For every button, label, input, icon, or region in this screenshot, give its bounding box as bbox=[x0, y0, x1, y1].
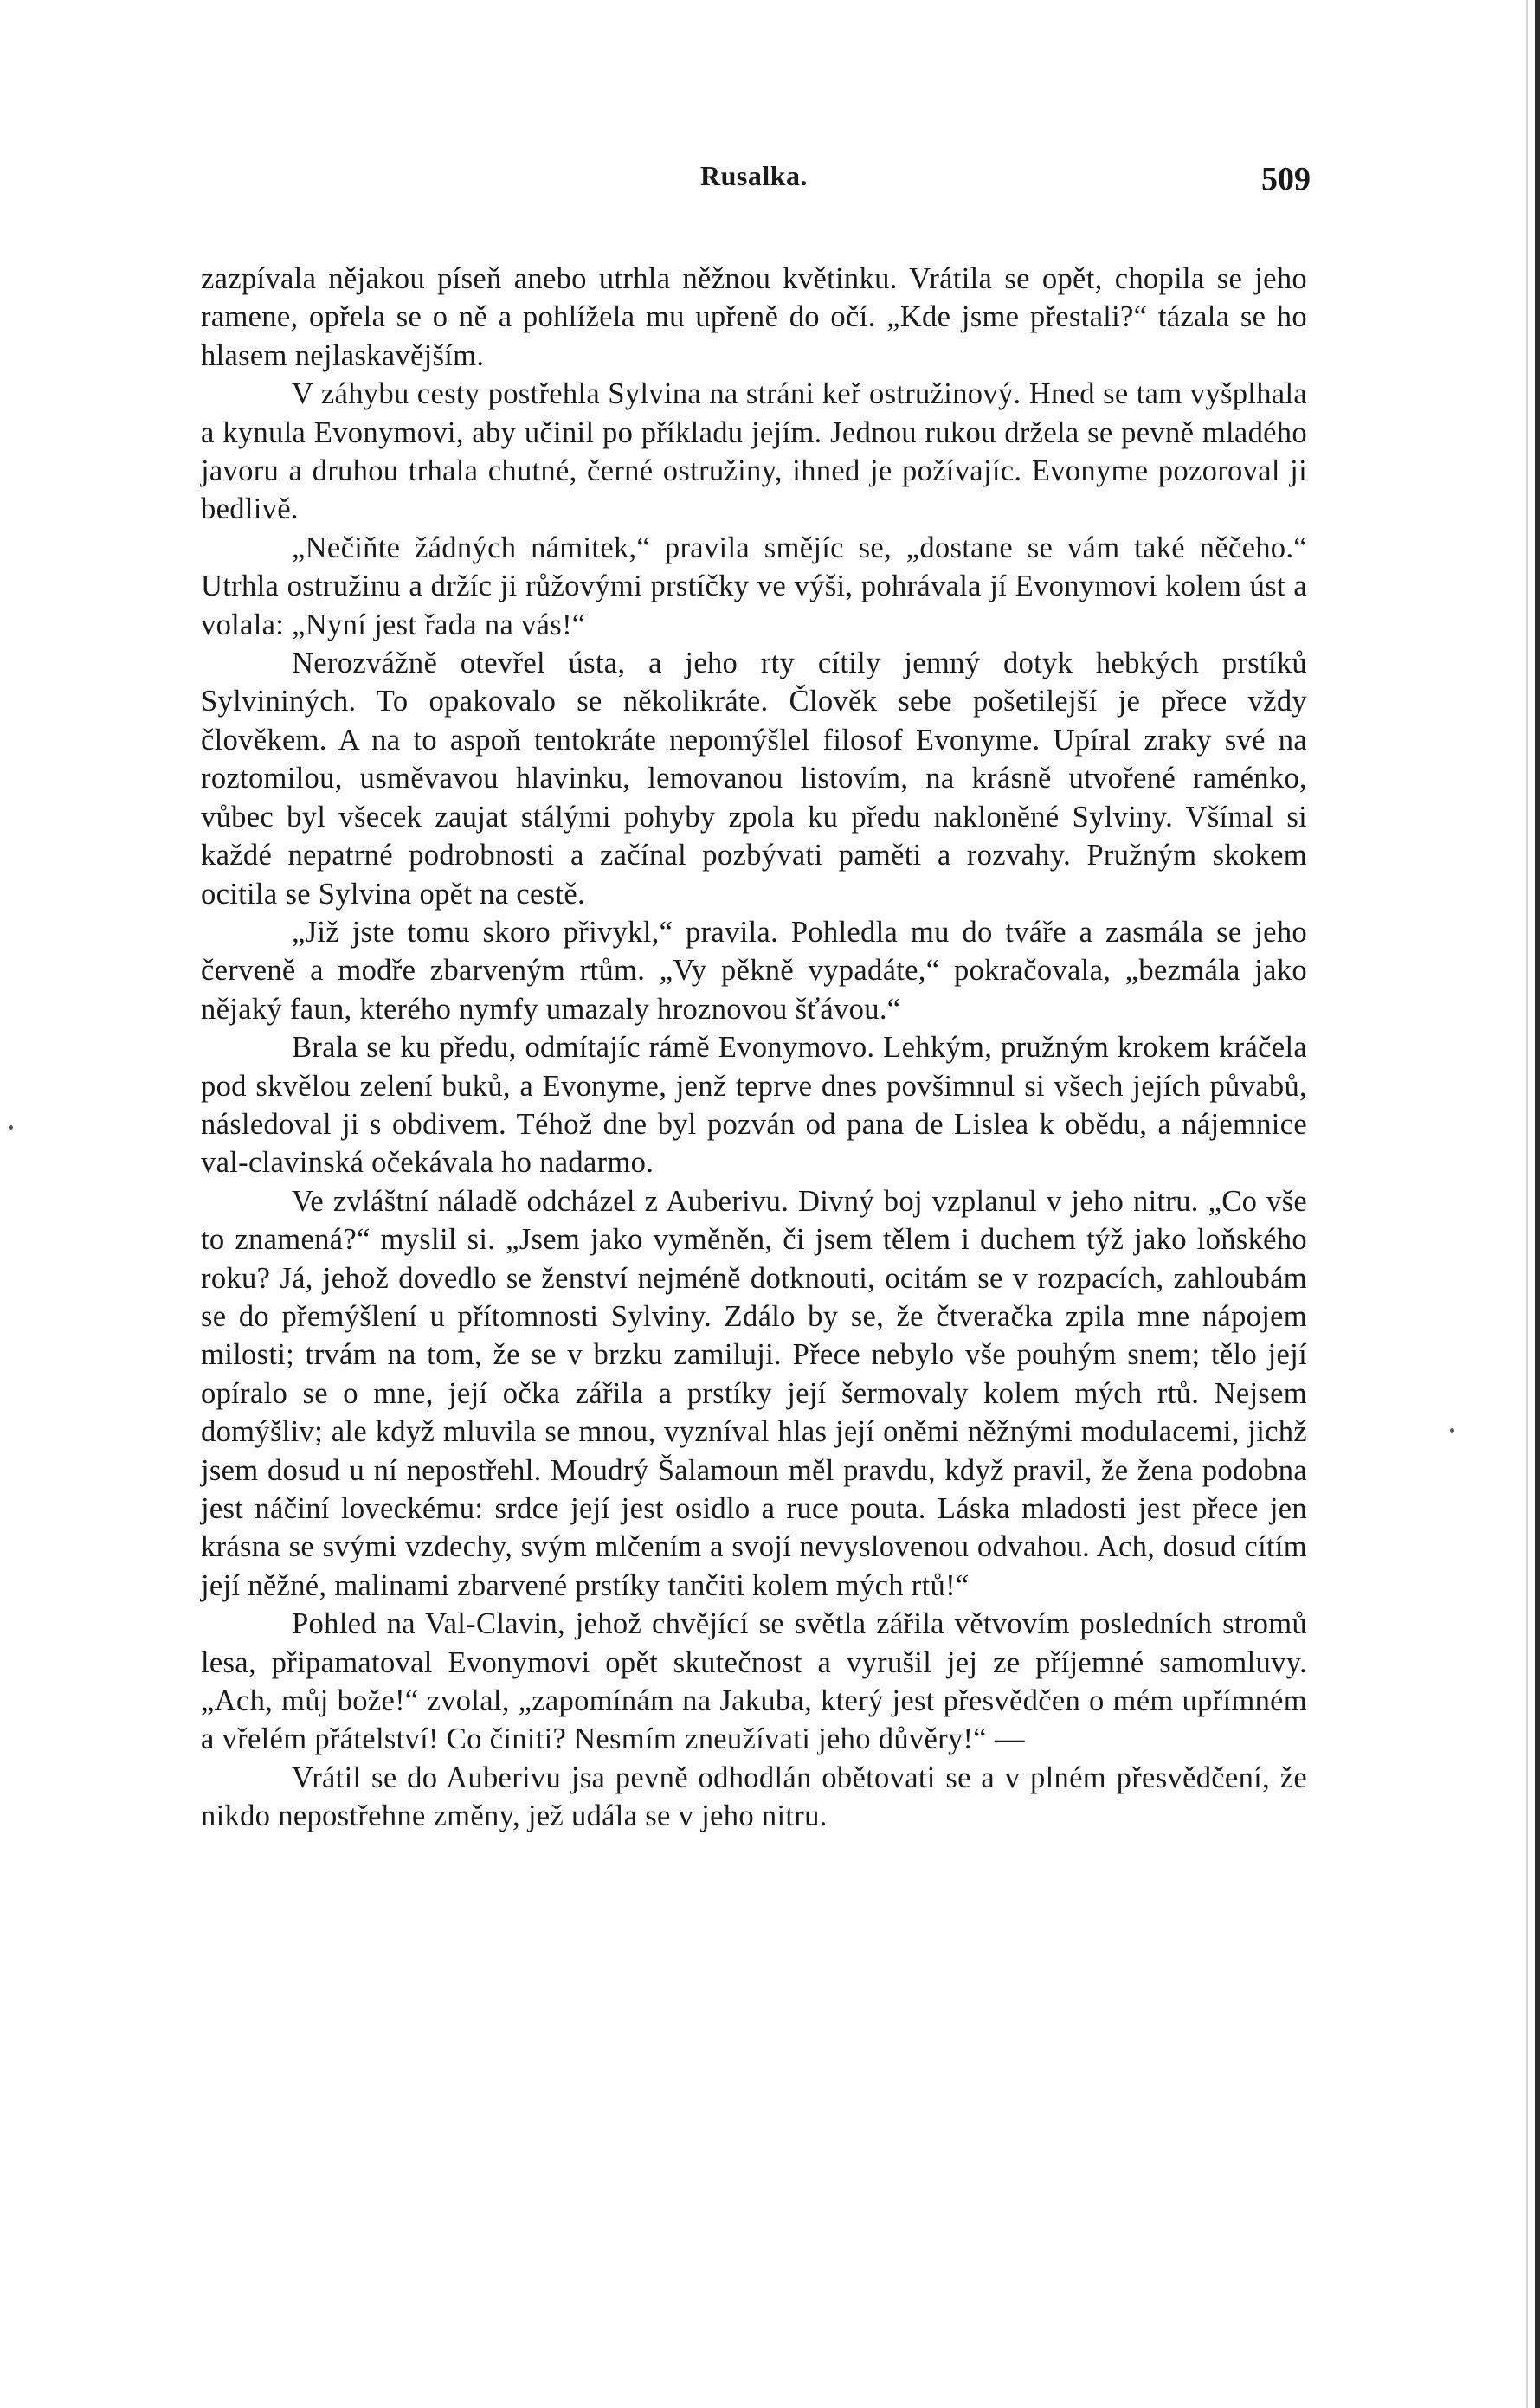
running-title: Rusalka. bbox=[699, 160, 809, 191]
scan-edge-line bbox=[1526, 0, 1528, 2408]
paragraph: Brala se ku předu, odmítajíc rámě Evonymovo. Lehkým, pružným krokem kráčela pod skvělou zelení buků, a Evonyme, jenž teprve dnes povšimnul si všech jejích půvabů, následoval ji s obdivem. Téhož dne byl pozván od pana de Lislea k obědu, a nájemnice val-clavinská očekávala ho nadarmo. bbox=[201, 1031, 1307, 1180]
page-header bbox=[201, 160, 1311, 212]
scan-speck bbox=[1450, 1428, 1454, 1433]
body-text bbox=[201, 260, 1307, 1836]
paragraph: Nerozvážně otevřel ústa, a jeho rty cítily jemný dotyk hebkých prstíků Sylvininých. To opakovalo se několikráte. Člověk sebe pošetilejší je přece vždy člověkem. A na to aspoň tentokráte nepomýšlel filosof Evonyme. Upíral zraky své na roztomilou, usměvavou hlavinku, lemovanou listovím, na krásně utvořené raménko, vůbec byl všecek zaujat stálými pohyby zpola ku předu nakloněné Sylviny. Všímal si každé nepatrné podrobnosti a začínal pozbývati paměti a rozvahy. Pružným skokem ocitila se Sylvina opět na cestě. bbox=[201, 647, 1307, 911]
paragraph: Ve zvláštní náladě odcházel z Auberivu. Divný boj vzplanul v jeho nitru. „Co vše to znamená?“ myslil si. „Jsem jako vyměněn, či jsem tělem i duchem týž jako loňského roku? Já, jehož dovedlo se ženství nejméně dotknouti, ocitám se v rozpacích, zahloubám se do přemýšlení u přítomnosti Sylviny. Zdálo by se, že čtveračka zpila mne nápojem milosti; trvám na tom, že se v brzku zamiluji. Přece nebylo vše pouhým snem; tělo její opíralo se o mne, její očka zářila a prstíky její šermovaly kolem mých rtů. Nejsem domýšliv; ale když mluvila se mnou, vyzníval hlas její oněmi něžnými modulacemi, jichž jsem dosud u ní nepostřehl. Moudrý Šalamoun měl pravdu, když pravil, že žena podobna jest náčiní loveckému: srdce její jest osidlo a ruce pouta. Láska mladosti jest přece jen krásna se svými vzdechy, svým mlčením a svojí nevyslovenou odvahou. Ach, dosud cítím její něžné, malinami zbarvené prstíky tančiti kolem mých rtů!“ bbox=[201, 1184, 1307, 1602]
paragraph: Vrátil se do Auberivu jsa pevně odhodlán obětovati se a v plném přesvědčení, že nikdo nepostřehne změny, jež udála se v jeho nitru. bbox=[201, 1761, 1307, 1833]
paragraph: Pohled na Val-Clavin, jehož chvějící se světla zářila větvovím posledních stromů lesa, připamatoval Evonymovi opět skutečnost a vyrušil jej ze příjemné samomluvy. „Ach, můj bože!“ zvolal, „zapomínám na Jakuba, který jest přesvědčen o mém upřímném a vřelém přátelství! Co činiti? Nesmím zneužívati jeho důvěry!“ — bbox=[201, 1607, 1307, 1756]
page-number: 509 bbox=[1261, 161, 1311, 197]
paragraph: V záhybu cesty postřehla Sylvina na stráni keř ostružinový. Hned se tam vyšplhala a kynula Evonymovi, aby učinil po příkladu jejím. Jednou rukou držela se pevně mladého javoru a druhou trhala chutné, černé ostružiny, ihned je požívajíc. Evonyme pozoroval ji bedlivě. bbox=[201, 377, 1307, 526]
scan-edge-shadow bbox=[1535, 0, 1540, 2408]
scan-speck bbox=[9, 1125, 13, 1130]
paragraph: „Již jste tomu skoro přivykl,“ pravila. Pohledla mu do tváře a zasmála se jeho červeně a modře zbarveným rtům. „Vy pěkně vypadáte,“ pokračovala, „bezmála jako nějaký faun, kterého nymfy umazaly hroznovou šťávou.“ bbox=[201, 915, 1307, 1026]
paragraph: zazpívala nějakou píseň anebo utrhla něžnou květinku. Vrátila se opět, chopila se jeho ramene, opřela se o ně a pohlížela mu upřeně do očí. „Kde jsme přestali?“ tázala se ho hlasem nejlaskavějším. bbox=[201, 262, 1307, 372]
paragraph: „Nečiňte žádných námitek,“ pravila smějíc se, „dostane se vám také něčeho.“ Utrhla ostružinu a držíc ji růžovými prstíčky ve výši, pohrávala jí Evonymovi kolem úst a volala: „Nyní jest řada na vás!“ bbox=[201, 531, 1307, 641]
book-page bbox=[201, 160, 1311, 1836]
